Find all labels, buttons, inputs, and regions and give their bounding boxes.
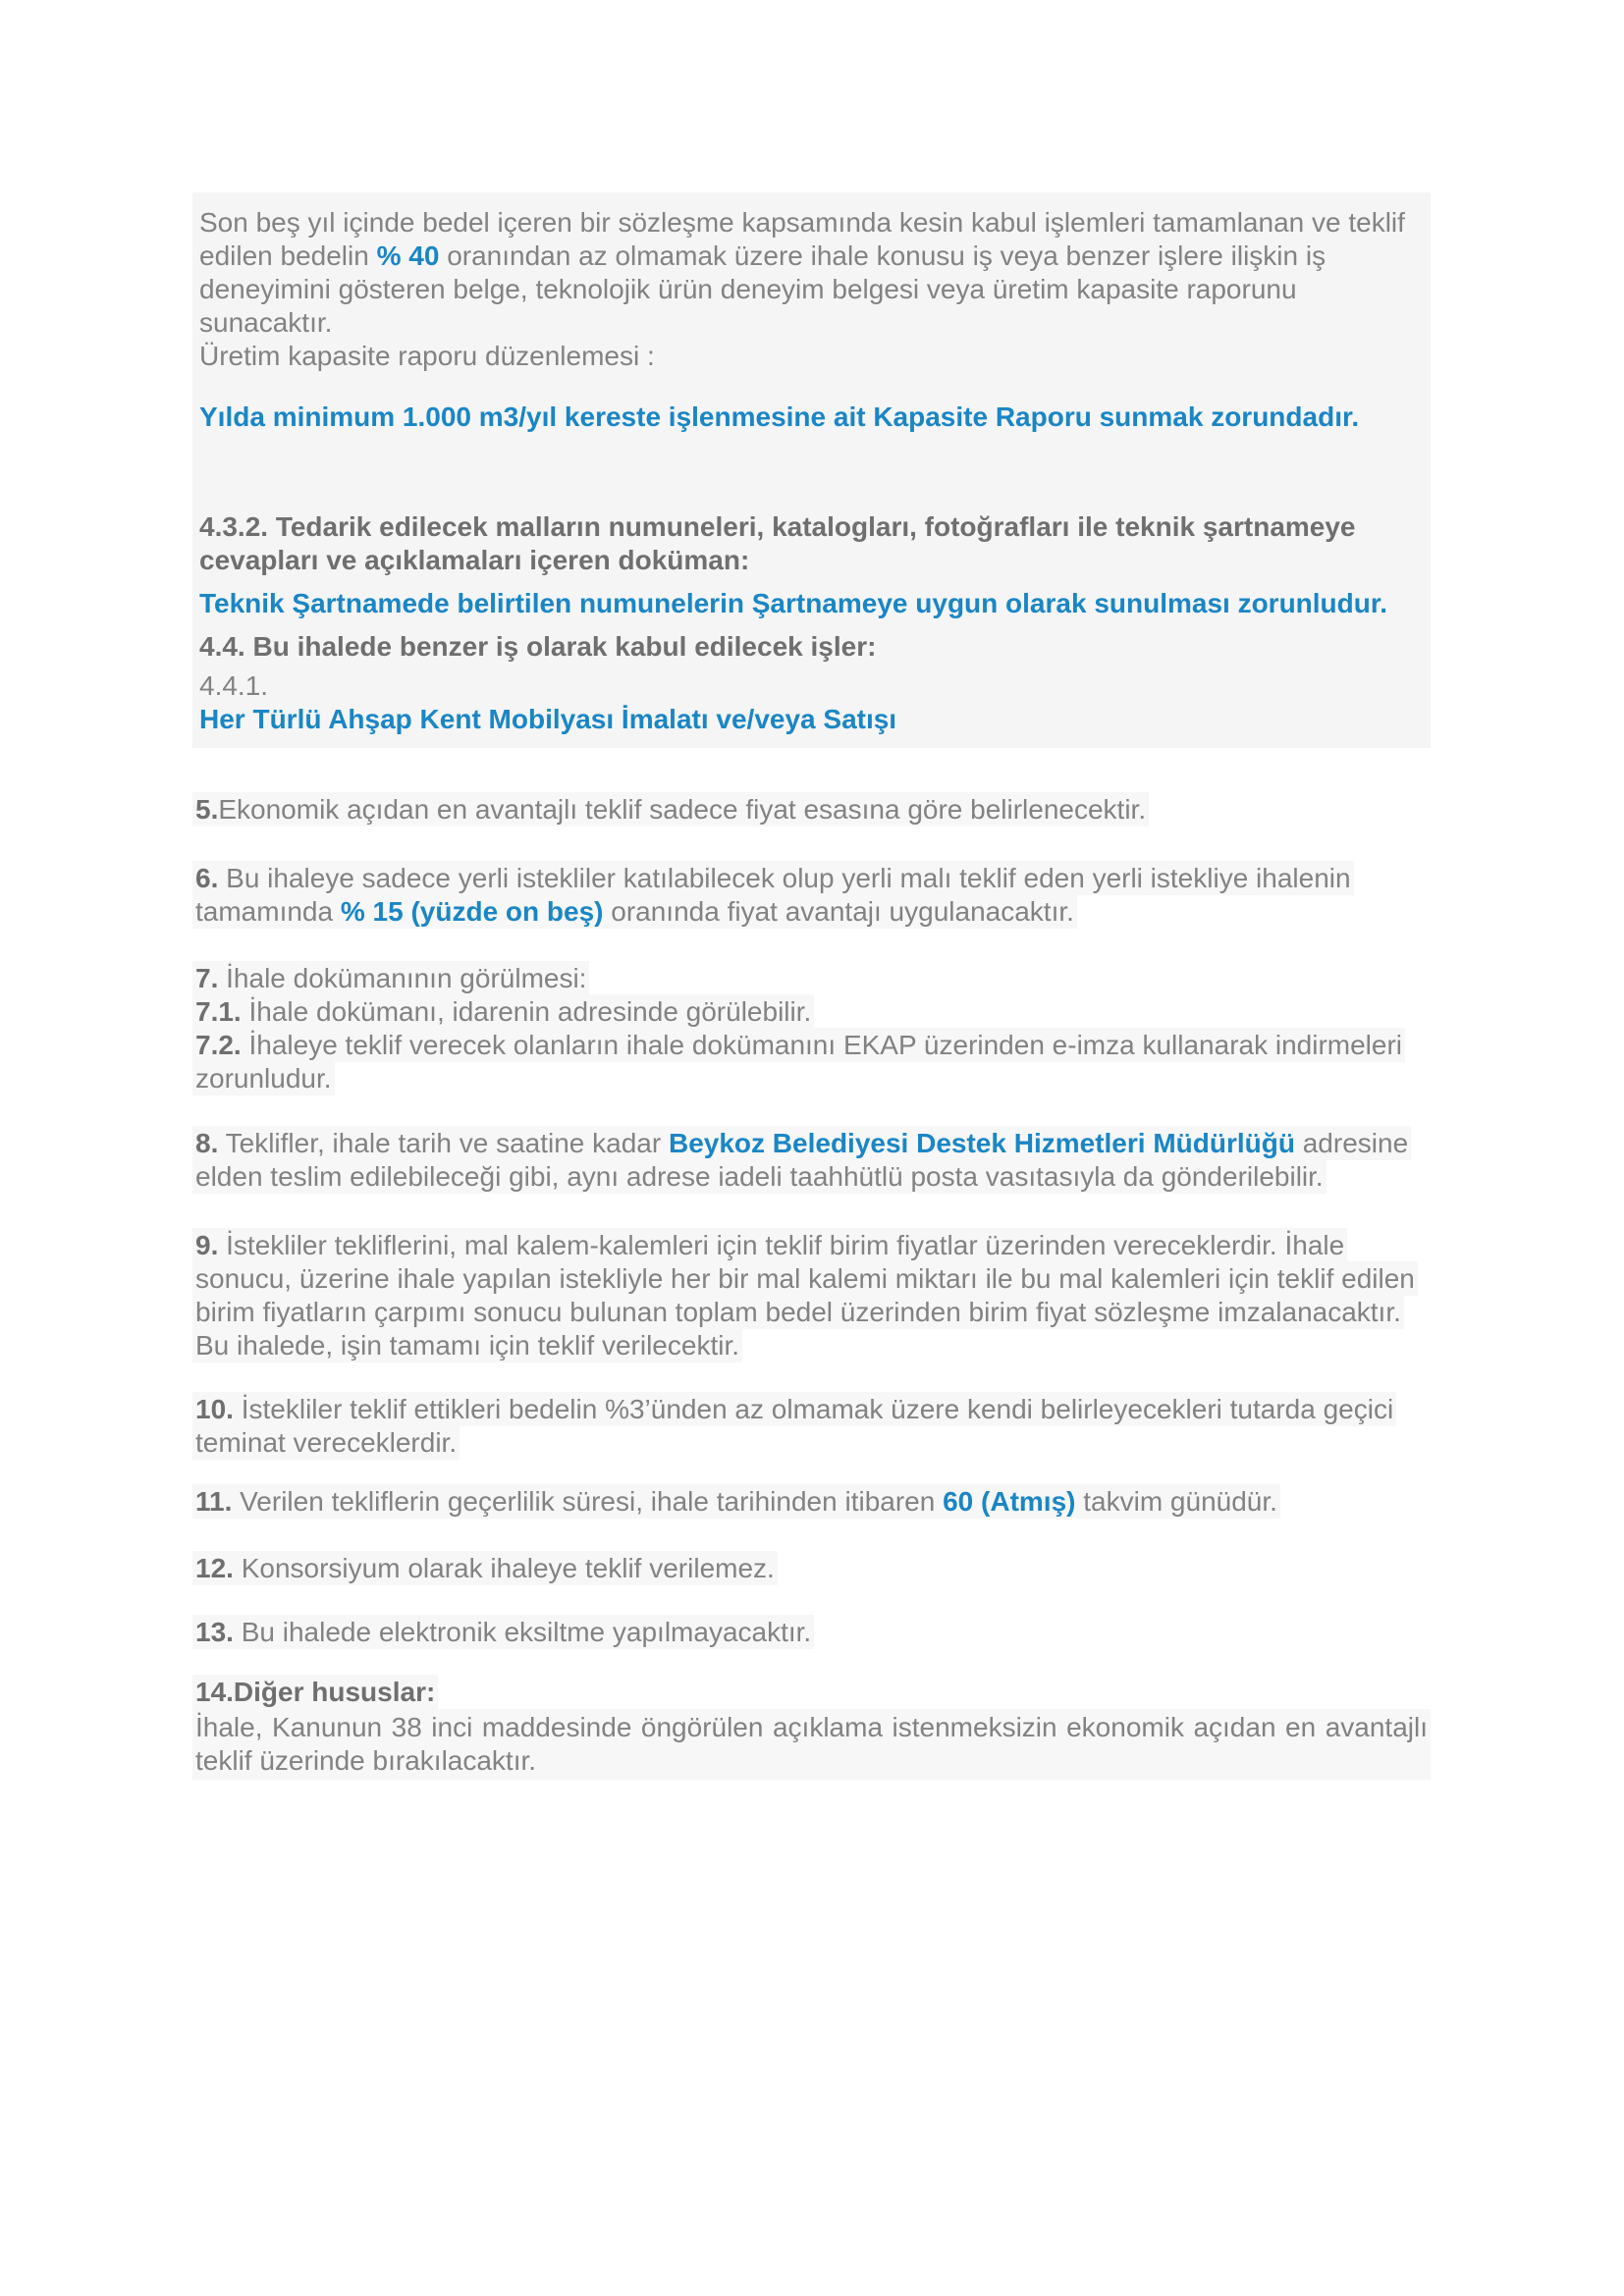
clause-14: [192, 1676, 1431, 1780]
clause-14-heading: 14.Diğer hususlar:: [192, 1676, 1431, 1709]
clause-11-text-before: Verilen tekliflerin geçerlilik süresi, ihale tarihinden itibaren: [232, 1486, 944, 1517]
clause-7-1-number: 7.1.: [195, 996, 242, 1027]
technical-spec-note: Teknik Şartnamede belirtilen numunelerin Şartnameye uygun olarak sunulması zorunludur.: [199, 588, 1388, 618]
clause-experience: [199, 206, 1423, 373]
clause-11-text-after: takvim günüdür.: [1075, 1486, 1277, 1517]
clause-7-group: [192, 962, 1431, 1095]
clause-4-4-1-label: 4.4.1.: [199, 670, 269, 701]
capacity-report-note: Yılda minimum 1.000 m3/yıl kereste işlenmesine ait Kapasite Raporu sunmak zorundadır.: [199, 401, 1360, 432]
tender-address: Beykoz Belediyesi Destek Hizmetleri Müdürlüğü: [668, 1128, 1295, 1158]
qualification-panel: [192, 192, 1431, 748]
capacity-report-line: Üretim kapasite raporu düzenlemesi :: [199, 341, 655, 371]
experience-text-before: Son beş yıl içinde bedel içeren bir sözleşme kapsamında kesin kabul işlemleri tamamlanan ve teklif edilen bedelin: [199, 207, 1405, 271]
clause-6-text-before: Bu ihaleye sadece yerli istekliler katılabilecek olup yerli malı teklif eden yerli istekliye ihalenin tamamında: [195, 863, 1351, 927]
clause-10-number: 10.: [195, 1394, 234, 1424]
tender-notice-document: [192, 192, 1431, 1780]
clause-5-text: Ekonomik açıdan en avantajlı teklif sadece fiyat esasına göre belirlenecektir.: [218, 794, 1147, 825]
clause-7-text: İhale dokümanının görülmesi:: [218, 963, 587, 993]
clause-13: [192, 1616, 1431, 1649]
clause-9-number: 9.: [195, 1230, 219, 1260]
similar-work-definition: Her Türlü Ahşap Kent Mobilyası İmalatı ve/veya Satışı: [199, 704, 897, 734]
clause-8-text-before: Teklifler, ihale tarih ve saatine kadar: [218, 1128, 669, 1158]
clause-10-text: İstekliler teklif ettikleri bedelin %3’ünden az olmamak üzere kendi belirleyecekleri tutarda geçici teminat vereceklerdir.: [195, 1394, 1394, 1458]
clause-9: [192, 1229, 1431, 1362]
clause-6-number: 6.: [195, 863, 219, 893]
clause-5: [192, 793, 1431, 827]
clause-7-number: 7.: [195, 963, 219, 993]
clause-13-text: Bu ihalede elektronik eksiltme yapılmayacaktır.: [233, 1617, 812, 1647]
clauses-section: [192, 793, 1431, 1780]
clause-12: [192, 1552, 1431, 1585]
clause-6: [192, 862, 1431, 929]
clause-6-text-after: oranında fiyat avantajı uygulanacaktır.: [603, 896, 1074, 927]
clause-10: [192, 1393, 1431, 1460]
clause-8-text-after: adresine elden teslim edilebileceği gibi, aynı adrese iadeli taahhütlü posta vasıtasıyla da gönderilebilir.: [195, 1128, 1409, 1192]
clause-12-text: Konsorsiyum olarak ihaleye teklif verilemez.: [233, 1553, 775, 1583]
offer-validity-duration: 60 (Atmış): [943, 1486, 1076, 1517]
clause-7-2-number: 7.2.: [195, 1030, 242, 1060]
clause-11-number: 11.: [195, 1486, 233, 1517]
clause-5-number: 5.: [195, 794, 219, 825]
clause-7-2: [192, 1029, 1431, 1095]
clause-9-text: İstekliler tekliflerini, mal kalem-kalemleri için teklif birim fiyatlar üzerinden vereceklerdir. İhale sonucu, üzerine ihale yapılan istekliyle her bir mal kalemi miktarı ile bu mal kalemleri için teklif edilen birim fiyatların çarpımı sonucu bulunan toplam bedel üzerinden birim fiyat sözleşme imzalanacaktır. Bu ihalede, işin tamamı için teklif verilecektir.: [195, 1230, 1415, 1361]
clause-7: [192, 962, 1431, 995]
clause-14-body: İhale, Kanunun 38 inci maddesinde öngörülen açıklama istenmeksizin ekonomik açıdan en avantajlı teklif üzerinde bırakılacaktır.: [192, 1709, 1431, 1780]
clause-12-number: 12.: [195, 1553, 234, 1583]
clause-4-4-heading: 4.4. Bu ihalede benzer iş olarak kabul edilecek işler:: [199, 631, 877, 662]
clause-8-number: 8.: [195, 1128, 219, 1158]
experience-text-after: oranından az olmamak üzere ihale konusu iş veya benzer işlere ilişkin iş deneyimini gösteren belge, teknolojik ürün deneyim belgesi veya üretim kapasite raporunu sunacaktır.: [199, 240, 1326, 338]
experience-ratio: % 40: [376, 240, 440, 271]
clause-4-4-1: [199, 669, 1423, 736]
clause-7-2-text: İhaleye teklif verecek olanların ihale dokümanını EKAP üzerinden e-imza kullanarak indirmeleri zorunludur.: [195, 1030, 1403, 1094]
clause-8: [192, 1127, 1431, 1194]
clause-11: [192, 1485, 1431, 1519]
clause-7-1: [192, 995, 1431, 1029]
clause-4-3-2-heading: 4.3.2. Tedarik edilecek malların numuneleri, katalogları, fotoğrafları ile teknik şartnameye cevapları ve açıklamaları içeren doküman:: [199, 511, 1356, 575]
domestic-price-advantage: % 15 (yüzde on beş): [340, 896, 604, 927]
clause-7-1-text: İhale dokümanı, idarenin adresinde görülebilir.: [241, 996, 812, 1027]
clause-13-number: 13.: [195, 1617, 234, 1647]
